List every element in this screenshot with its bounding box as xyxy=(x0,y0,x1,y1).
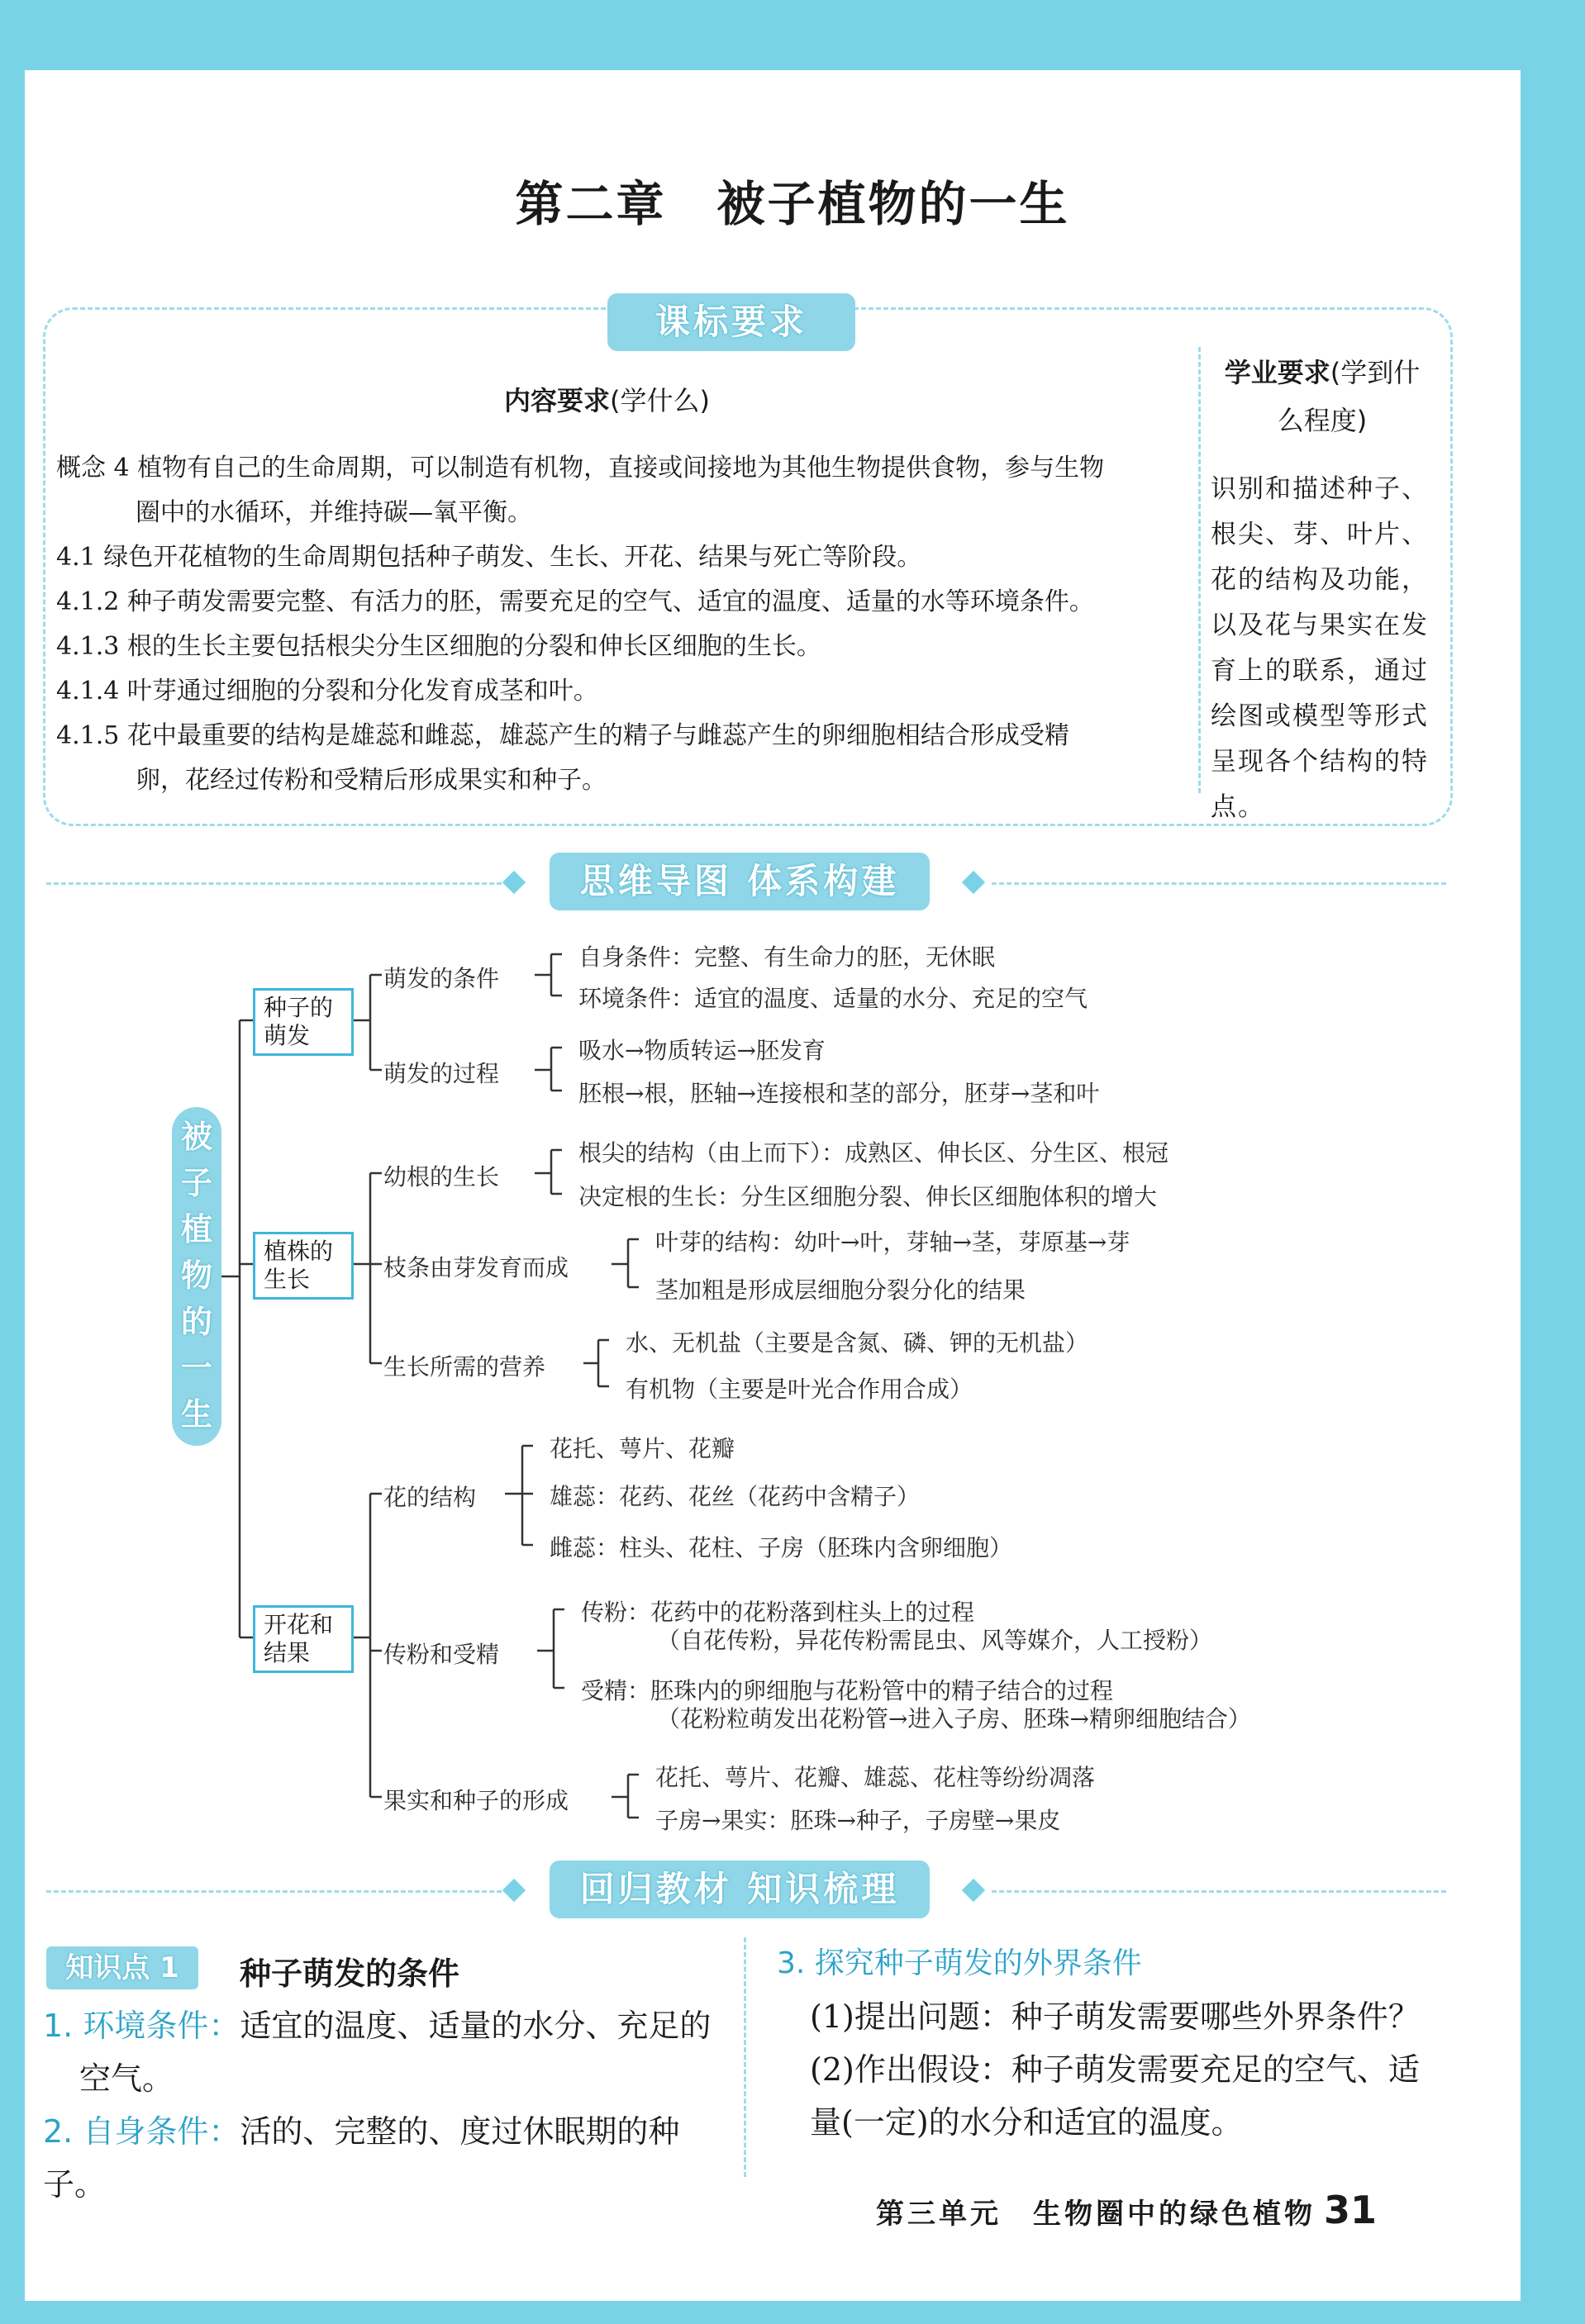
curriculum-banner: 课标要求 xyxy=(607,293,855,351)
academic-heading-bold: 学业要求 xyxy=(1224,357,1330,388)
content-line: 4.1 绿色开花植物的生命周期包括种子萌发、生长、开花、结果与死亡等阶段。 xyxy=(56,543,922,572)
knowledge-point-title: 种子萌发的条件 xyxy=(240,1956,460,1992)
knowledge-step: (1)提出问题：种子萌发需要哪些外界条件？ xyxy=(810,1998,1420,2035)
mind-map-leaf: 吸水→物质转运→胚发育 xyxy=(578,1037,826,1064)
banner-rule-left xyxy=(46,1890,509,1893)
knowledge-step: (2)作出假设：种子萌发需要充足的空气、适 xyxy=(810,2051,1420,2088)
mind-map-sub: 果实和种子的形成 xyxy=(383,1787,569,1814)
mind-map-leaf: 叶芽的结构：幼叶→叶，芽轴→茎，芽原基→芽 xyxy=(655,1229,1130,1256)
item-text: 活的、完整的、度过休眠期的种子。 xyxy=(43,2113,680,2203)
mind-map-leaf: 胚根→根，胚轴→连接根和茎的部分，胚芽→茎和叶 xyxy=(578,1080,1100,1107)
mind-map-leaf: 根尖的结构（由上而下）：成熟区、伸长区、分生区、根冠 xyxy=(578,1139,1169,1167)
content-line: 4.1.4 叶芽通过细胞的分裂和分化发育成茎和叶。 xyxy=(56,677,598,706)
mind-map-sub: 生长所需的营养 xyxy=(383,1353,546,1381)
mind-map-leaf: 茎加粗是形成层细胞分裂分化的结果 xyxy=(655,1276,1026,1304)
mind-map-leaf: 水、无机盐（主要是含氮、磷、钾的无机盐） xyxy=(626,1329,1089,1357)
mind-map-leaf: 花托、萼片、花瓣、雄蕊、花柱等纷纷凋落 xyxy=(655,1764,1096,1791)
item-continuation: 空气。 xyxy=(79,2060,174,2097)
mind-map-leaf: 传粉：花药中的花粉落到柱头上的过程 xyxy=(581,1599,975,1626)
page-number: 31 xyxy=(1324,2188,1378,2232)
item-label: 1. 环境条件： xyxy=(43,2008,240,2044)
mind-map-sub: 萌发的过程 xyxy=(383,1060,500,1087)
mind-map-root: 被子植物的一生 xyxy=(172,1107,221,1446)
chapter-title: 第二章 被子植物的一生 xyxy=(515,176,1070,232)
mind-map-sub: 传粉和受精 xyxy=(383,1641,500,1668)
mind-map-leaf: 决定根的生长：分生区细胞分裂、伸长区细胞体积的增大 xyxy=(578,1183,1158,1210)
content-line: 卵，花经过传粉和受精后形成果实和种子。 xyxy=(136,766,607,795)
item-label: 2. 自身条件： xyxy=(43,2113,240,2150)
content-line: 4.1.3 根的生长主要包括根尖分生区细胞的分裂和伸长区细胞的生长。 xyxy=(56,632,821,661)
footer-unit: 第三单元 生物圈中的绿色植物 xyxy=(876,2198,1316,2231)
knowledge-step-continuation: 量(一定)的水分和适宜的温度。 xyxy=(810,2104,1243,2141)
mind-map-leaf: 受精：胚珠内的卵细胞与花粉管中的精子结合的过程 xyxy=(581,1677,1114,1704)
content-line: 圈中的水循环，并维持碳—氧平衡。 xyxy=(136,498,532,527)
mind-map-leaf: 环境条件：适宜的温度、适量的水分、充足的空气 xyxy=(578,985,1088,1012)
branch-flower-fruit: 开花和结果 xyxy=(253,1605,354,1673)
mind-map-leaf: 子房→果实：胚珠→种子，子房壁→果皮 xyxy=(655,1807,1061,1834)
knowledge-banner: 回归教材 知识梳理 xyxy=(550,1861,930,1918)
content-line: 4.1.2 种子萌发需要完整、有活力的胚，需要充足的空气、适宜的温度、适量的水等环境条件。 xyxy=(56,587,1094,616)
mind-map-leaf: 雄蕊：花药、花丝（花药中含精子） xyxy=(550,1483,921,1510)
knowledge-point-tag: 知识点 1 xyxy=(46,1946,198,1989)
knowledge-item-2 xyxy=(43,2105,729,2211)
knowledge-item-1 xyxy=(43,1999,729,2052)
item-text: 适宜的温度、适量的水分、充足的 xyxy=(240,2008,712,2044)
mind-map-leaf: （花粉粒萌发出花粉管→进入子房、胚珠→精卵细胞结合） xyxy=(657,1705,1251,1732)
mind-map-leaf: 花托、萼片、花瓣 xyxy=(550,1435,735,1462)
academic-requirement-text: 识别和描述种子、根尖、芽、叶片、花的结构及功能，以及花与果实在发育上的联系，通过绘图或模型等形式呈现各个结构的特点。 xyxy=(1211,474,1429,822)
mind-map-sub: 枝条由芽发育而成 xyxy=(383,1254,569,1281)
branch-plant-growth: 植株的生长 xyxy=(253,1232,354,1300)
banner-rule-right xyxy=(992,1890,1446,1893)
page-footer xyxy=(876,2188,1377,2232)
content-line: 4.1.5 花中最重要的结构是雄蕊和雌蕊，雄蕊产生的精子与雌蕊产生的卵细胞相结合形成受精 xyxy=(56,721,1069,750)
mind-map-leaf: 自身条件：完整、有生命力的胚，无休眠 xyxy=(578,943,996,971)
mind-map-leaf: 雌蕊：柱头、花柱、子房（胚珠内含卵细胞） xyxy=(550,1534,1013,1561)
branch-seed-germination: 种子的萌发 xyxy=(253,988,354,1056)
content-line: 概念 4 植物有自己的生命周期，可以制造有机物，直接或间接地为其他生物提供食物，参与生物 xyxy=(56,454,1105,482)
content-heading-bold: 内容要求 xyxy=(504,385,611,416)
mind-map-leaf: （自花传粉，异花传粉需昆虫、风等媒介，人工授粉） xyxy=(657,1627,1213,1654)
column-divider xyxy=(744,1937,746,2177)
academic-heading-rest: (学到什么程度) xyxy=(1277,357,1421,436)
mind-map-banner: 思维导图 体系构建 xyxy=(550,853,930,910)
mind-map-sub: 花的结构 xyxy=(383,1484,477,1511)
mind-map-sub: 幼根的生长 xyxy=(383,1163,500,1191)
knowledge-item-3-heading: 3. 探究种子萌发的外界条件 xyxy=(777,1946,1142,1980)
knowledge-left-column xyxy=(43,1999,729,2211)
mind-map-leaf: 有机物（主要是叶光合作用合成） xyxy=(626,1376,973,1403)
knowledge-right-column xyxy=(777,1937,1471,2149)
content-heading-rest: (学什么) xyxy=(610,385,710,416)
mind-map-sub: 萌发的条件 xyxy=(383,965,500,992)
